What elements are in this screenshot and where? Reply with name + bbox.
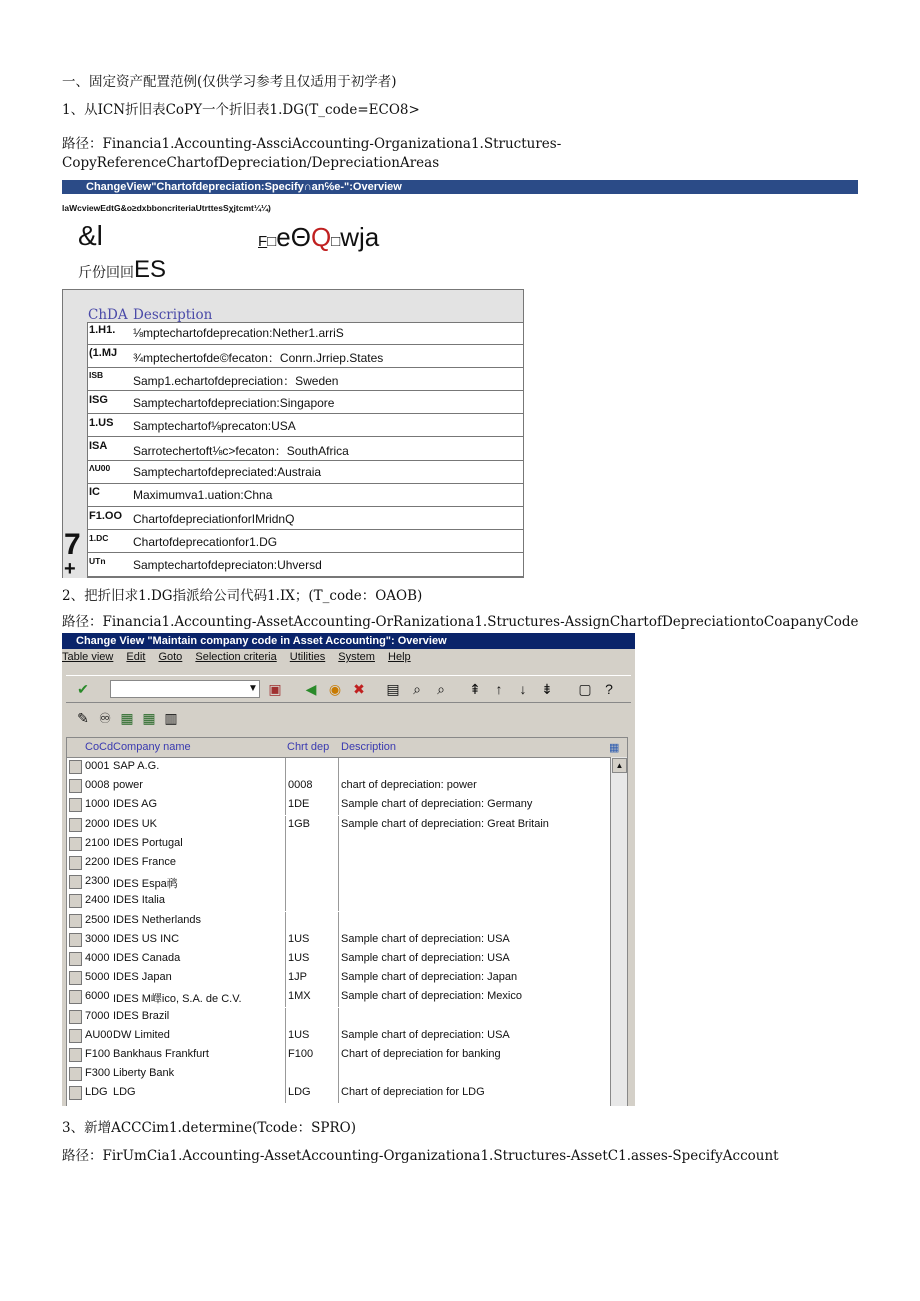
chda-cell: 1.US: [89, 416, 114, 429]
table-row[interactable]: [87, 554, 523, 577]
cocd-cell: 0001: [85, 760, 110, 772]
description-cell: Sample chart of depreciation: USA: [341, 952, 510, 964]
chart-of-depreciation-input[interactable]: [285, 892, 339, 911]
chart-of-depreciation-input[interactable]: [285, 854, 339, 873]
description-cell: Samptechartofdepreciated:Austraia: [133, 465, 322, 480]
select-block-icon[interactable]: ▦: [142, 710, 156, 726]
table-row[interactable]: [87, 345, 523, 368]
cocd-cell: 2400: [85, 894, 110, 907]
toolbar-glyph[interactable]: F: [258, 233, 268, 250]
description-cell: Samptechartofdepreciaton:Uhversd: [133, 558, 322, 572]
table-row[interactable]: [67, 796, 627, 815]
table-row[interactable]: [67, 892, 627, 911]
description-cell: chart of depreciation: power: [341, 779, 477, 792]
company-name-cell: power: [113, 779, 143, 792]
row-select-checkbox[interactable]: [69, 1029, 82, 1043]
chart-of-depreciation-input[interactable]: [285, 1008, 339, 1027]
cocd-cell: 6000: [85, 990, 110, 1003]
chart-of-depreciation-input[interactable]: 1GB: [285, 816, 339, 835]
screen1-toolbar-left[interactable]: &l: [78, 220, 103, 251]
company-name-cell: IDES Japan: [113, 971, 172, 984]
row-select-checkbox[interactable]: [69, 875, 82, 889]
table-row[interactable]: [67, 873, 627, 892]
company-name-cell: IDES France: [113, 856, 176, 868]
table-header: [63, 290, 523, 323]
command-dropdown-icon[interactable]: ▼: [248, 683, 258, 694]
row-select-checkbox[interactable]: [69, 760, 82, 774]
table-row[interactable]: [67, 950, 627, 969]
screen1-toolbar2-label: 斤份回回: [78, 264, 134, 280]
menu-selection-criteria[interactable]: Selection criteria: [195, 651, 277, 663]
step3-title: 3、新增ACCCim1.determine(Tcode：SPRO): [62, 1120, 357, 1136]
company-name-cell: DW Limited: [113, 1028, 170, 1041]
cocd-cell: 2300: [85, 875, 110, 888]
toolbar-glyph[interactable]: e: [276, 222, 291, 252]
deselect-all-icon[interactable]: ▥: [164, 710, 178, 726]
description-cell: ChartofdepreciationforIMridnQ: [133, 511, 295, 526]
chda-cell: F1.OO: [89, 509, 123, 522]
row-select-checkbox[interactable]: [69, 837, 82, 851]
toolbar-glyph[interactable]: a: [364, 222, 380, 252]
menu-goto[interactable]: Goto: [158, 651, 183, 663]
cancel-icon[interactable]: ✖: [353, 681, 365, 697]
step1-path-line1: 路径：Financia1.Accounting-AssciAccounting-Organizationa1.Structures-: [62, 136, 562, 152]
description-cell: Chart of depreciation for banking: [341, 1048, 501, 1060]
vertical-scrollbar[interactable]: [610, 757, 627, 1106]
cocd-cell: F100: [85, 1048, 111, 1060]
company-name-cell: IDES Canada: [113, 952, 181, 964]
toolbar-glyph[interactable]: j: [359, 222, 365, 252]
menu-system[interactable]: System: [338, 651, 375, 663]
chart-of-depreciation-table: [62, 289, 524, 578]
company-name-cell: IDES AG: [113, 798, 158, 811]
chda-cell: IC: [89, 486, 100, 499]
screen1-title-bar: ChangeView"Chartofdepreciation:Specify∩an℅e-":Overview: [62, 180, 858, 194]
row-select-checkbox[interactable]: [69, 933, 82, 947]
cocd-cell: 2100: [85, 836, 110, 849]
select-all-icon[interactable]: ▦: [120, 710, 134, 726]
chart-of-depreciation-input[interactable]: 1DE: [285, 796, 339, 815]
row-select-checkbox[interactable]: [69, 952, 82, 966]
column-header-description[interactable]: Description: [341, 741, 397, 753]
application-toolbar: [66, 705, 631, 731]
row-select-checkbox[interactable]: [69, 990, 82, 1004]
row-select-checkbox[interactable]: [69, 1048, 82, 1062]
company-name-cell: SAP A.G.: [113, 760, 160, 772]
description-cell: Chartofdeprecationfor1.DG: [133, 534, 278, 549]
row-select-checkbox[interactable]: [69, 779, 82, 793]
step1-path-line2: CopyReferenceChartofDepreciation/DepreciationAreas: [62, 155, 440, 171]
standard-toolbar: [66, 675, 631, 703]
screen1-toolbar2[interactable]: [78, 256, 166, 284]
table-row[interactable]: [67, 988, 627, 1007]
description-cell: Samptechartofdepreciation:Singapore: [133, 395, 335, 410]
toolbar-glyph[interactable]: Θ: [290, 222, 311, 252]
column-header-chda[interactable]: ChDA: [88, 307, 128, 323]
cocd-cell: 2200: [85, 856, 110, 868]
description-cell: Sample chart of depreciation: USA: [341, 1028, 510, 1041]
cocd-cell: 0008: [85, 779, 110, 792]
exit-icon[interactable]: ◉: [328, 681, 342, 697]
row-select-checkbox[interactable]: [69, 1086, 82, 1100]
company-name-cell: Bankhaus Frankfurt: [113, 1048, 209, 1060]
scroll-up-icon[interactable]: ▲: [612, 758, 627, 773]
description-cell: Sample chart of depreciation: Mexico: [341, 990, 522, 1003]
description-cell: Sarrotechertoft⅛c>fecaton：SouthAfrica: [133, 444, 349, 458]
sap-menu-bar: [62, 651, 635, 669]
description-cell: Maximumva1.uation:Chna: [133, 488, 273, 503]
company-name-cell: IDES Italia: [113, 894, 165, 907]
row-select-checkbox[interactable]: [69, 1067, 82, 1081]
table-row[interactable]: [87, 415, 523, 438]
row-select-checkbox[interactable]: [69, 1010, 82, 1024]
chart-of-depreciation-input[interactable]: [285, 758, 339, 777]
sap-window: [62, 633, 635, 1106]
save-icon[interactable]: ▣: [268, 681, 282, 697]
chda-cell: ΛU00: [89, 463, 111, 474]
company-code-table: [66, 737, 628, 1106]
company-name-cell: LDG: [113, 1086, 136, 1099]
table-row[interactable]: [87, 484, 523, 507]
cocd-cell: LDG: [85, 1086, 108, 1099]
cocd-cell: 4000: [85, 952, 110, 964]
company-name-cell: IDES M嶧ico, S.A. de C.V.: [113, 993, 242, 1006]
table-row[interactable]: [67, 969, 627, 988]
last-page-icon[interactable]: ⇟: [541, 681, 553, 697]
table-row[interactable]: [67, 777, 627, 796]
table-row[interactable]: [67, 1046, 627, 1065]
back-icon[interactable]: ◀: [305, 681, 317, 697]
chart-of-depreciation-input[interactable]: [285, 1065, 339, 1084]
column-header-chrt-dep[interactable]: Chrt dep: [287, 741, 330, 753]
chart-of-depreciation-input[interactable]: [285, 912, 339, 931]
table-row[interactable]: [87, 392, 523, 415]
print-icon[interactable]: ▤: [386, 681, 400, 697]
table-row[interactable]: [67, 854, 627, 873]
description-cell: Sample chart of depreciation: Great Britain: [341, 817, 549, 830]
chda-cell: ISB: [89, 370, 104, 381]
table-row[interactable]: [67, 912, 627, 931]
step2-path: 路径：Financia1.Accounting-AssetAccounting-OrRanizationa1.Structures-AssignChartofDepreciationtoCoapanyCode: [62, 614, 859, 630]
chart-of-depreciation-input[interactable]: 1US: [285, 1027, 339, 1046]
table-row[interactable]: [87, 531, 523, 554]
description-cell: Sample chart of depreciation: Japan: [341, 971, 518, 984]
find-next-icon[interactable]: ⌕: [437, 681, 445, 697]
chda-cell: 1.H1.: [89, 324, 116, 336]
chart-of-depreciation-input[interactable]: F100: [285, 1046, 339, 1065]
description-cell: Sample chart of depreciation: USA: [341, 932, 510, 945]
chda-cell: UTn: [89, 556, 106, 566]
row-select-checkbox[interactable]: [69, 818, 82, 832]
chart-of-depreciation-input[interactable]: LDG: [285, 1084, 339, 1103]
page-heading: 一、固定资产配置范例(仅供学习参考且仅适用于初学者): [62, 74, 397, 90]
chart-of-depreciation-input[interactable]: 1US: [285, 950, 339, 969]
description-cell: Chart of depreciation for LDG: [341, 1086, 485, 1099]
table-row[interactable]: [87, 508, 523, 531]
table-row[interactable]: [67, 931, 627, 950]
company-name-cell: IDES UK: [113, 817, 158, 830]
enter-icon[interactable]: ✔: [77, 681, 89, 697]
table-row[interactable]: [67, 758, 627, 777]
row-select-checkbox[interactable]: [69, 971, 82, 985]
previous-page-icon[interactable]: ↑: [495, 681, 503, 697]
screen1-toolbar2-es[interactable]: ES: [134, 256, 167, 283]
table-header: [67, 738, 627, 758]
table-row[interactable]: [87, 322, 523, 345]
table-row[interactable]: [67, 1084, 627, 1103]
chart-of-depreciation-input[interactable]: [285, 835, 339, 854]
cocd-cell: 2000: [85, 817, 110, 830]
table-row[interactable]: [67, 816, 627, 835]
company-name-cell: IDES Brazil: [113, 1009, 170, 1022]
chart-of-depreciation-input[interactable]: 1JP: [285, 969, 339, 988]
cocd-cell: F300: [85, 1067, 111, 1080]
sap-window-title: Change View "Maintain company code in Asset Accounting": Overview: [62, 633, 635, 649]
find-icon[interactable]: ⌕: [413, 681, 421, 697]
company-name-cell: IDES Espa䴓: [113, 878, 178, 891]
display-change-icon[interactable]: ✎: [77, 710, 89, 726]
chart-of-depreciation-input[interactable]: 0008: [285, 777, 339, 796]
screen1-toolbar-right[interactable]: [258, 222, 379, 253]
table-row[interactable]: [67, 1027, 627, 1046]
chda-cell: ISA: [89, 440, 108, 452]
column-header-cocd[interactable]: CoCd: [85, 741, 114, 753]
menu-table-view[interactable]: Table view: [62, 651, 114, 663]
description-cell: Samptechartof⅛precaton:USA: [133, 418, 296, 433]
chda-cell: (1.MJ: [89, 347, 118, 360]
company-name-cell: Liberty Bank: [113, 1067, 175, 1080]
step1-title: 1、从ICN折旧表CoPY一个折旧表1.DG(T_code=ECO8>: [62, 102, 420, 118]
first-page-icon[interactable]: ⇞: [469, 681, 481, 697]
chda-cell: ISG: [89, 393, 108, 406]
company-name-cell: IDES Portugal: [113, 836, 183, 849]
row-select-checkbox[interactable]: [69, 894, 82, 908]
table-row[interactable]: [87, 438, 523, 461]
column-header-company-name[interactable]: Company name: [113, 741, 191, 753]
cocd-cell: 2500: [85, 913, 110, 926]
table-row[interactable]: [67, 1065, 627, 1084]
row-select-checkbox[interactable]: [69, 914, 82, 928]
cocd-cell: 1000: [85, 798, 110, 811]
description-cell: ¾mptechertofde©fecaton：Conrn.Jrriep.States: [133, 351, 384, 366]
toolbar-glyph[interactable]: □: [331, 233, 341, 250]
chda-cell: 1.DC: [89, 532, 109, 543]
table-row[interactable]: [67, 1008, 627, 1027]
screen1-menu-bar: laWcviewEdtG&o≥dxbboncriteriaUtrttesSχjtcmt¼¼): [62, 203, 271, 213]
row-select-checkbox[interactable]: [69, 798, 82, 812]
menu-help[interactable]: Help: [388, 651, 411, 663]
chart-of-depreciation-input[interactable]: 1MX: [285, 988, 339, 1007]
toolbar-glyph[interactable]: w: [340, 222, 360, 252]
table-row[interactable]: [67, 835, 627, 854]
column-header-description[interactable]: Description: [133, 307, 213, 323]
next-page-icon[interactable]: ↓: [519, 681, 527, 697]
cocd-cell: 7000: [85, 1009, 110, 1022]
table-settings-icon[interactable]: ▦: [609, 742, 620, 754]
description-cell: Samp1.echartofdepreciation：Sweden: [133, 374, 339, 389]
company-name-cell: IDES Netherlands: [113, 913, 202, 926]
step3-path: 路径：FirUmCia1.Accounting-AssetAccounting-Organizationa1.Structures-AssetC1.asses-SpecifyAccount: [62, 1148, 779, 1164]
side-mark-plus: +: [64, 558, 76, 580]
cocd-cell: 5000: [85, 971, 110, 984]
table-row[interactable]: [87, 368, 523, 391]
step2-title: 2、把折旧求1.DG指派给公司代码1.IX；(T_code：OAOB): [62, 588, 423, 604]
menu-edit[interactable]: Edit: [126, 651, 146, 663]
menu-utilities[interactable]: Utilities: [289, 651, 326, 663]
row-select-checkbox[interactable]: [69, 856, 82, 870]
new-session-icon[interactable]: ▢: [578, 681, 592, 697]
other-view-icon[interactable]: ♾: [98, 710, 112, 726]
toolbar-glyph[interactable]: Q: [310, 222, 332, 252]
chart-of-depreciation-input[interactable]: [285, 873, 339, 892]
cocd-cell: AU00: [85, 1028, 113, 1041]
description-cell: Sample chart of depreciation: Germany: [341, 798, 533, 811]
cocd-cell: 3000: [85, 932, 110, 945]
chart-of-depreciation-input[interactable]: 1US: [285, 931, 339, 950]
help-icon[interactable]: ?: [605, 681, 613, 697]
command-field[interactable]: [110, 680, 260, 698]
description-cell: ⅛mptechartofdeprecation:Nether1.arriS: [133, 326, 344, 340]
side-mark-7: 7: [64, 528, 81, 561]
table-row[interactable]: [87, 461, 523, 484]
screen1-toolbar-icons[interactable]: [258, 222, 379, 252]
company-name-cell: IDES US INC: [113, 932, 180, 945]
toolbar-glyph[interactable]: □: [267, 233, 277, 250]
